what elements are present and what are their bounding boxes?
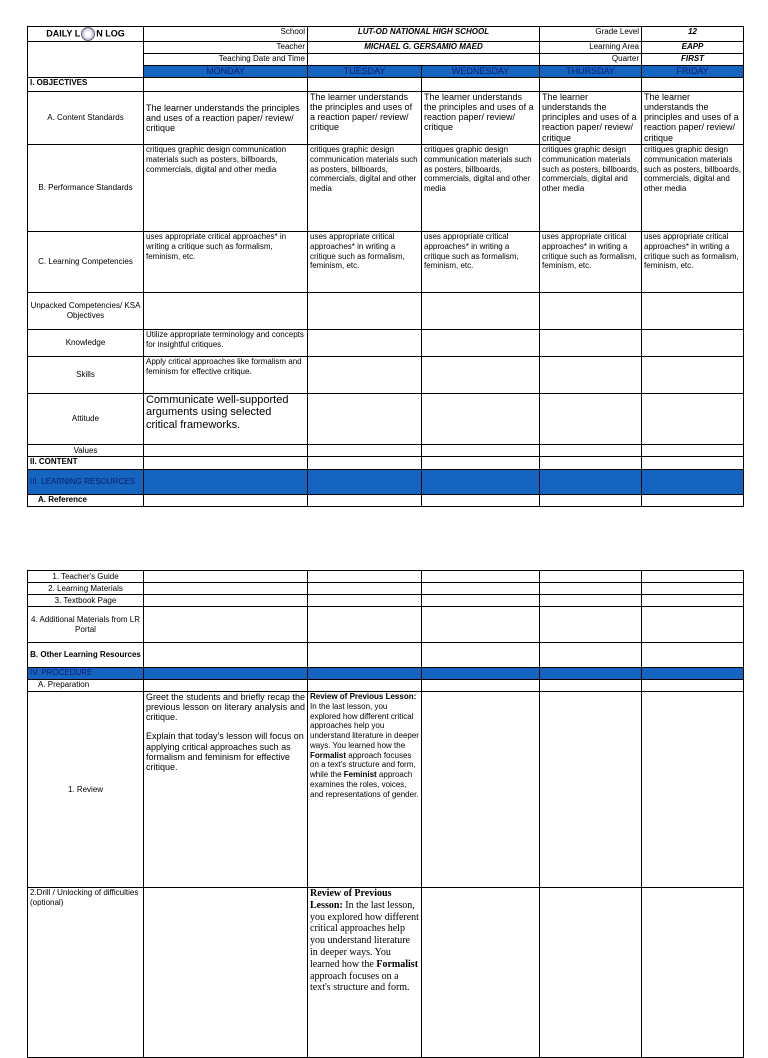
label-attitude: Attitude — [28, 394, 144, 445]
grade-level-value: 12 — [642, 27, 744, 42]
competencies-thursday: uses appropriate critical approaches* in writing a critique such as formalism, feminism, etc. — [540, 232, 642, 293]
school-label: School — [144, 27, 308, 42]
label-performance-standards: B. Performance Standards — [28, 145, 144, 232]
label-skills: Skills — [28, 357, 144, 394]
teaching-date-label: Teaching Date and Time — [144, 54, 308, 66]
grade-level-label: Grade Level — [540, 27, 642, 42]
performance-standards-thursday: critiques graphic design communication materials such as posters, billboards, commercials, digital and other media — [540, 145, 642, 232]
section-learning-resources: III. LEARNING RESOURCES — [28, 470, 144, 495]
label-review: 1. Review — [28, 692, 144, 888]
review-tuesday: Review of Previous Lesson: In the last lesson, you explored how different critical approaches help you understand literature in deeper ways. You learned how the Formalist approach focuses on a text's structure and form, while the Feminist approach examines the roles, voices, and representations of gender. — [308, 692, 422, 888]
drill-tuesday: Review of Previous Lesson: In the last lesson, you explored how different critical approaches help you understand literature in deeper ways. You learned how the Formalist approach focuses on a text's structure and form. — [308, 888, 422, 1058]
dll-table-part-1 — [27, 26, 744, 507]
performance-standards-tuesday: critiques graphic design communication materials such as posters, billboards, commercials, digital and other media — [308, 145, 422, 232]
label-learning-materials: 2. Learning Materials — [28, 583, 144, 595]
quarter-value: FIRST — [642, 54, 744, 66]
label-content-standards: A. Content Standards — [28, 92, 144, 145]
label-textbook-page: 3. Textbook Page — [28, 595, 144, 607]
competencies-wednesday: uses appropriate critical approaches* in writing a critique such as formalism, feminism, etc. — [422, 232, 540, 293]
performance-standards-wednesday: critiques graphic design communication materials such as posters, billboards, commercials, digital and other media — [422, 145, 540, 232]
label-knowledge: Knowledge — [28, 330, 144, 357]
quarter-label: Quarter — [540, 54, 642, 66]
label-unpacked-competencies: Unpacked Competencies/ KSA Objectives — [28, 293, 144, 330]
day-thursday: THURSDAY — [540, 66, 642, 78]
review-monday-focus: Explain that today's lesson will focus on applying critical approaches such as formalism and feminism for effective critique. — [146, 731, 304, 772]
deped-seal-icon — [81, 27, 95, 41]
competencies-friday: uses appropriate critical approaches* in writing a critique such as formalism, feminism, etc. — [642, 232, 744, 293]
review-monday — [144, 692, 308, 888]
section-objectives: I. OBJECTIVES — [28, 78, 144, 92]
review-monday-recap: Greet the students and briefly recap the previous lesson on literary analysis and critique. — [146, 692, 305, 723]
teaching-date-value — [308, 54, 540, 66]
school-value: LUT-OD NATIONAL HIGH SCHOOL — [308, 27, 540, 42]
teacher-value: MICHAEL G. GERSAMIO MAED — [308, 42, 540, 54]
learning-area-label: Learning Area — [540, 42, 642, 54]
label-other-resources: B. Other Learning Resources — [28, 643, 144, 668]
learning-area-value: EAPP — [642, 42, 744, 54]
attitude-monday: Communicate well-supported arguments using selected critical frameworks. — [144, 394, 308, 445]
performance-standards-monday: critiques graphic design communication materials such as posters, billboards, commercials, digital and other media — [144, 145, 308, 232]
label-drill: 2.Drill / Unlocking of difficulties (optional) — [28, 888, 144, 1058]
content-standards-wednesday: The learner understands the principles and uses of a reaction paper/ review/ critique — [422, 92, 540, 145]
skills-monday: Apply critical approaches like formalism and feminism for effective critique. — [144, 357, 308, 394]
content-standards-tuesday: The learner understands the principles and uses of a reaction paper/ review/ critique — [308, 92, 422, 145]
deped-logo-cell — [28, 42, 144, 78]
day-monday: MONDAY — [144, 66, 308, 78]
competencies-tuesday: uses appropriate critical approaches* in writing a critique such as formalism, feminism, etc. — [308, 232, 422, 293]
day-wednesday: WEDNESDAY — [422, 66, 540, 78]
content-standards-thursday: The learner understands the principles and uses of a reaction paper/ review/ critique — [540, 92, 642, 145]
label-learning-competencies: C. Learning Competencies — [28, 232, 144, 293]
label-teachers-guide: 1. Teacher's Guide — [28, 571, 144, 583]
section-procedure: IV. PROCEDURE — [28, 668, 144, 680]
performance-standards-friday: critiques graphic design communication materials such as posters, billboards, commercials, digital and other media — [642, 145, 744, 232]
content-standards-monday: The learner understands the principles and uses of a reaction paper/ review/ critique — [144, 92, 308, 145]
label-reference: A. Reference — [28, 495, 144, 507]
dll-table-part-2 — [27, 570, 744, 1058]
label-preparation: A. Preparation — [28, 680, 144, 692]
knowledge-monday: Utilize appropriate terminology and concepts for insightful critiques. — [144, 330, 308, 357]
competencies-monday: uses appropriate critical approaches* in writing a critique such as formalism, feminism, etc. — [144, 232, 308, 293]
content-standards-friday: The learner understands the principles and uses of a reaction paper/ review/ critique — [642, 92, 744, 145]
label-values: Values — [28, 445, 144, 457]
section-content: II. CONTENT — [28, 457, 144, 470]
day-tuesday: TUESDAY — [308, 66, 422, 78]
label-additional-materials: 4. Additional Materials from LR Portal — [28, 607, 144, 643]
dll-title: DAILY L N LOG — [28, 27, 144, 42]
teacher-label: Teacher — [144, 42, 308, 54]
day-friday: FRIDAY — [642, 66, 744, 78]
